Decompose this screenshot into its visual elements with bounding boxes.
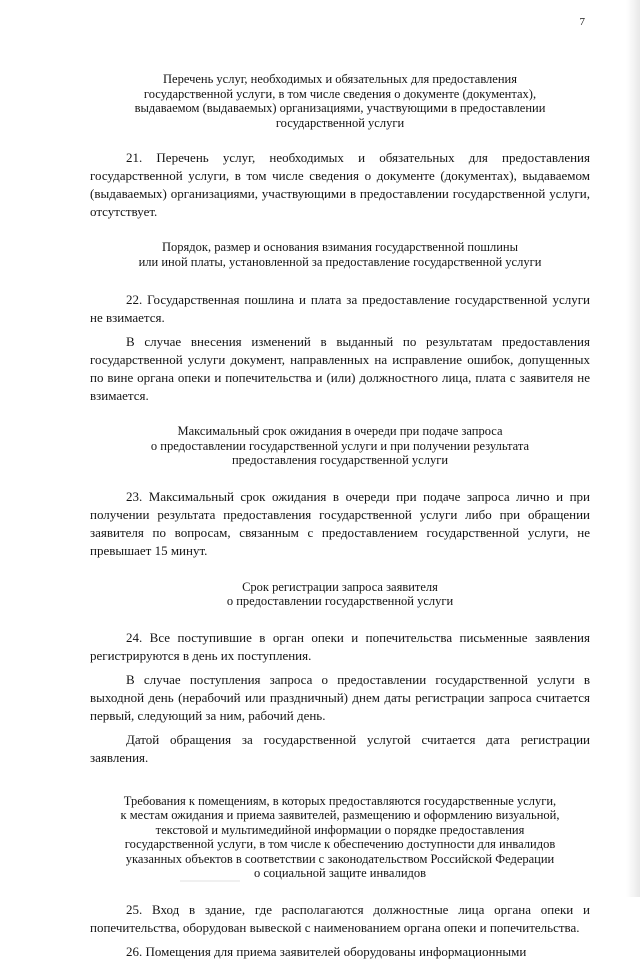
document-body — [90, 72, 590, 961]
section-heading-services-list — [90, 72, 590, 130]
paragraph-23: 23. Максимальный срок ожидания в очереди при подаче запроса лично и при получении результата предоставления государственной услуги либо при обращении заявителя по вопросам, связанным с предоставлением государственной услуги, не превышает 15 минут. — [90, 488, 590, 558]
paragraph-25: 25. Вход в здание, где располагаются должностные лица органа опеки и попечительства, оборудован вывеской с наименованием органа опеки и попечительства. — [90, 901, 590, 935]
paragraph-24-weekend: В случае поступления запроса о предоставлении государственной услуги в выходной день (нерабочий или праздничный) днем даты регистрации запроса считается первый, следующий за ним, рабочий день. — [90, 671, 590, 723]
paragraph-22: 22. Государственная пошлина и плата за предоставление государственной услуги не взимается. — [90, 292, 590, 325]
paragraph-22-correction: В случае внесения изменений в выданный по результатам предоставления государственной услуги документ, направленных на исправление ошибок, допущенных по вине органа опеки и попечительства и (или) должностного лица, плата с заявителя не взимается. — [90, 334, 590, 403]
heading-line: Максимальный срок ожидания в очереди при подаче запроса — [177, 424, 503, 438]
heading-line: о предоставлении государственной услуги — [226, 594, 454, 608]
heading-line: государственной услуги — [275, 115, 405, 130]
section-heading-premises — [90, 794, 590, 881]
paragraph-24: 24. Все поступившие в орган опеки и попечительства письменные заявления регистрируются в день их поступления. — [90, 629, 590, 663]
heading-line: текстовой и мультимедийной информации о порядке предоставления — [155, 822, 525, 837]
heading-line: предоставления государственной услуги — [231, 453, 449, 467]
heading-line: или иной платы, установленной за предоставление государственной услуги — [138, 254, 542, 269]
heading-line: Срок регистрации запроса заявителя — [242, 579, 438, 594]
paragraph-21: 21. Перечень услуг, необходимых и обязательных для предоставления государственной услуги, в том числе сведения о документе (документах), выдаваемом (выдаваемых) организациями, участвующими в предоставлении государственной услуги, отсутствует. — [90, 150, 590, 219]
heading-line: Требования к помещениям, в которых предоставляются государственные услуги, — [123, 793, 557, 808]
heading-line: выдаваемом (выдаваемых) организациями, участвующими в предоставлении — [134, 101, 546, 115]
section-heading-registration — [90, 580, 590, 609]
page-number: 7 — [579, 16, 585, 28]
heading-line: указанных объектов в соответствии с законодательством Российской Федерации — [125, 851, 555, 866]
section-heading-queue-time — [90, 424, 590, 468]
heading-line: государственной услуги, в том числе к обеспечению доступности для инвалидов — [124, 837, 556, 851]
heading-line: Перечень услуг, необходимых и обязательных для предоставления — [163, 72, 517, 86]
scan-edge-shadow — [626, 0, 640, 897]
heading-line: к местам ожидания и приема заявителей, размещению и оформлению визуальной, — [120, 808, 560, 822]
paragraph-24-date: Датой обращения за государственной услугой считается дата регистрации заявления. — [90, 731, 590, 765]
section-heading-fee — [90, 240, 590, 269]
paragraph-26: 26. Помещения для приема заявителей оборудованы информационными — [126, 943, 527, 959]
heading-line: государственной услуги, в том числе сведения о документе (документах), — [143, 86, 537, 101]
heading-line: Порядок, размер и основания взимания государственной пошлины — [162, 240, 518, 254]
heading-line: о социальной защите инвалидов — [253, 866, 427, 880]
heading-line: о предоставлении государственной услуги и при получении результата — [150, 438, 530, 453]
